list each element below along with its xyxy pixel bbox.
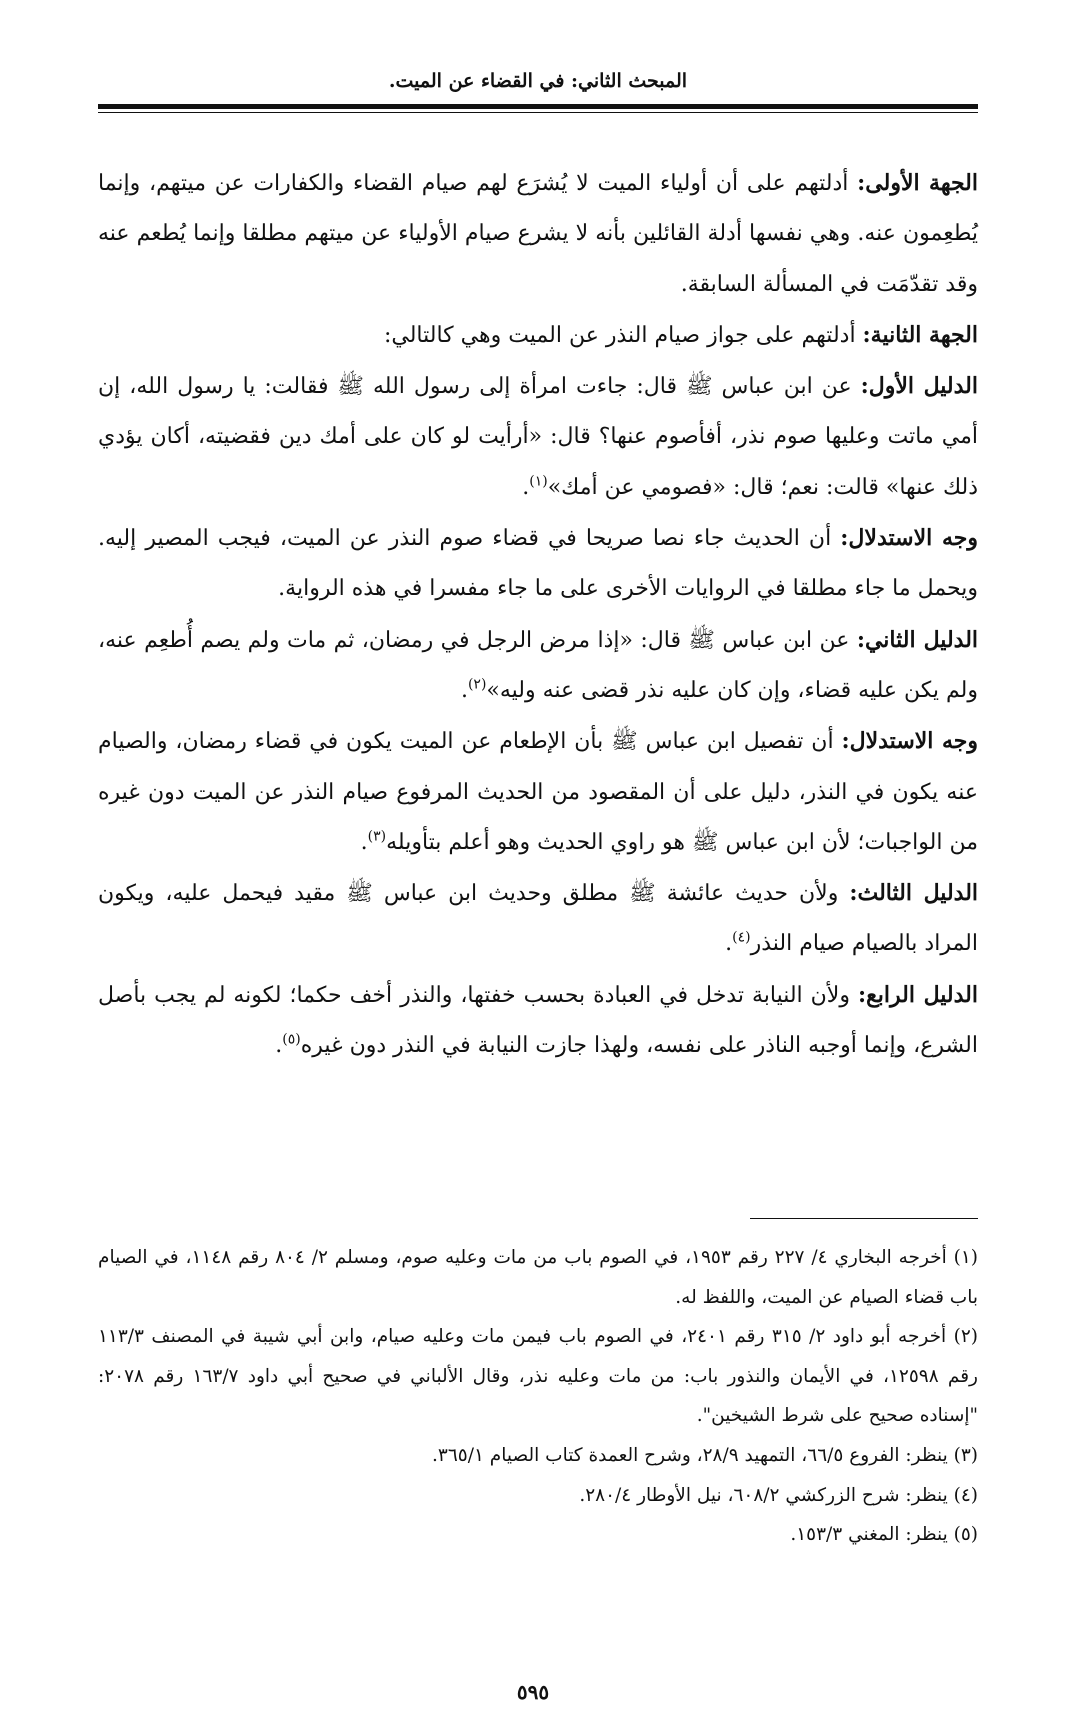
paragraph-label: الجهة الثانية: xyxy=(862,321,978,348)
paragraph-text: أدلتهم على أن أولياء الميت لا يُشرَع لهم صيام القضاء والكفارات عن ميتهم، وإنما يُطعِمون عنه. وهي نفسها أدلة القائلين بأنه لا يشرع صيام الأولياء عن ميتهم مطلقا وإنما يُطعم عنه وقد تقدّمَت في المسألة السابقة. xyxy=(98,171,978,297)
paragraph-text: أدلتهم على جواز صيام النذر عن الميت وهي كالتالي: xyxy=(383,322,863,348)
header-rule-thick xyxy=(98,104,978,109)
footnote-2: (٢) أخرجه أبو داود ٢/ ٣١٥ رقم ٢٤٠١، في الصوم باب فيمن مات وعليه صيام، وابن أبي شيبة في المصنف ١١٣/٣ رقم ١٢٥٩٨، في الأيمان والنذور باب: من مات وعليه نذر، وقال الألباني في صحيح أبي داود ١٦٣/٧ رقم ٢٠٧٨: "إسناده صحيح على شرط الشيخين". xyxy=(98,1326,978,1427)
paragraph-tail: . xyxy=(460,677,468,703)
paragraph-tail: . xyxy=(360,829,368,855)
paragraph-inference-1 xyxy=(98,513,978,615)
paragraph-text: عن ابن عباس ﷺ قال: جاءت امرأة إلى رسول الله ﷺ فقالت: يا رسول الله، إن أمي ماتت وعليها صوم نذر، أفأصوم عنها؟ قال: «أرأيت لو كان على أمك دين فقضيته، أكان يؤدي ذلك عنها» قالت: نعم؛ قال: «فصومي عن أمك» xyxy=(98,374,978,500)
paragraph-label: الدليل الرابع: xyxy=(857,981,978,1008)
footnotes xyxy=(98,1238,978,1555)
paragraph-tail: . xyxy=(725,931,733,957)
paragraph-evidence-3 xyxy=(98,868,978,970)
paragraph-text: عن ابن عباس ﷺ قال: «إذا مرض الرجل في رمضان، ثم مات ولم يصم أُطعِم عنه، ولم يكن عليه قضاء، وإن كان عليه نذر قضى عنه وليه» xyxy=(98,627,978,703)
paragraph-text: أن تفصيل ابن عباس ﷺ بأن الإطعام عن الميت يكون في قضاء رمضان، والصيام عنه يكون في النذر، دليل على أن المقصود من الحديث المرفوع صيام النذر عن الميت دون غيره من الواجبات؛ لأن ابن عباس ﷺ هو راوي الحديث وهو أعلم بتأويله xyxy=(98,729,978,855)
paragraph-label: الدليل الأول: xyxy=(860,373,978,400)
footnote-1: (١) أخرجه البخاري ٤/ ٢٢٧ رقم ١٩٥٣، في الصوم باب من مات وعليه صوم، ومسلم ٢/ ٨٠٤ رقم ١١٤٨، في الصيام باب قضاء الصيام عن الميت، واللفظ له. xyxy=(98,1247,978,1308)
footnote-ref-1[interactable]: (١) xyxy=(529,473,548,490)
paragraph-evidence-4 xyxy=(98,970,978,1072)
footnote-5: (٥) ينظر: المغني ١٥٣/٣. xyxy=(790,1524,978,1546)
paragraph-text: أن الحديث جاء نصا صريحا في قضاء صوم النذر عن الميت، فيجب المصير إليه. ويحمل ما جاء مطلقا في الروايات الأخرى على ما جاء مفسرا في هذه الرواية. xyxy=(98,526,978,602)
paragraph-first-aspect xyxy=(98,158,978,310)
paragraph-label: الدليل الثالث: xyxy=(849,880,979,907)
paragraph-evidence-1 xyxy=(98,361,978,513)
footnote-3: (٣) ينظر: الفروع ٦٦/٥، التمهيد ٢٨/٩، وشرح العمدة كتاب الصيام ٣٦٥/١. xyxy=(432,1444,978,1466)
footnote-ref-3[interactable]: (٣) xyxy=(367,828,387,845)
footnote-separator xyxy=(750,1218,978,1219)
paragraph-label: وجه الاستدلال: xyxy=(841,728,979,755)
main-text xyxy=(98,158,978,1071)
paragraph-label: وجه الاستدلال: xyxy=(840,525,978,552)
paragraph-tail: . xyxy=(275,1033,283,1059)
paragraph-label: الدليل الثاني: xyxy=(856,626,979,653)
page-number: ٥٩٥ xyxy=(516,1680,550,1704)
running-header: المبحث الثاني: في القضاء عن الميت. xyxy=(388,70,688,92)
header-rule-thin xyxy=(98,112,978,113)
paragraph-text: ولأن النيابة تدخل في العبادة بحسب خفتها، والنذر أخف حكما؛ لكونه لم يجب بأصل الشرع، وإنما أوجبه الناذر على نفسه، ولهذا جازت النيابة في النذر دون غيره xyxy=(98,982,978,1059)
paragraph-label: الجهة الأولى: xyxy=(857,170,978,196)
paragraph-tail: . xyxy=(522,474,530,500)
paragraph-inference-2 xyxy=(98,716,978,868)
footnote-4: (٤) ينظر: شرح الزركشي ٦٠٨/٢، نيل الأوطار ٢٨٠/٤. xyxy=(579,1484,978,1506)
footnote-ref-2[interactable]: (٢) xyxy=(467,676,487,693)
paragraph-second-aspect xyxy=(98,310,978,361)
paragraph-evidence-2 xyxy=(98,615,978,717)
footnote-ref-4[interactable]: (٤) xyxy=(732,930,751,947)
paragraph-text: ولأن حديث عائشة ﷺ مطلق وحديث ابن عباس ﷺ مقيد فيحمل عليه، ويكون المراد بالصيام صيام النذر xyxy=(98,881,978,957)
footnote-ref-5[interactable]: (٥) xyxy=(282,1031,301,1048)
